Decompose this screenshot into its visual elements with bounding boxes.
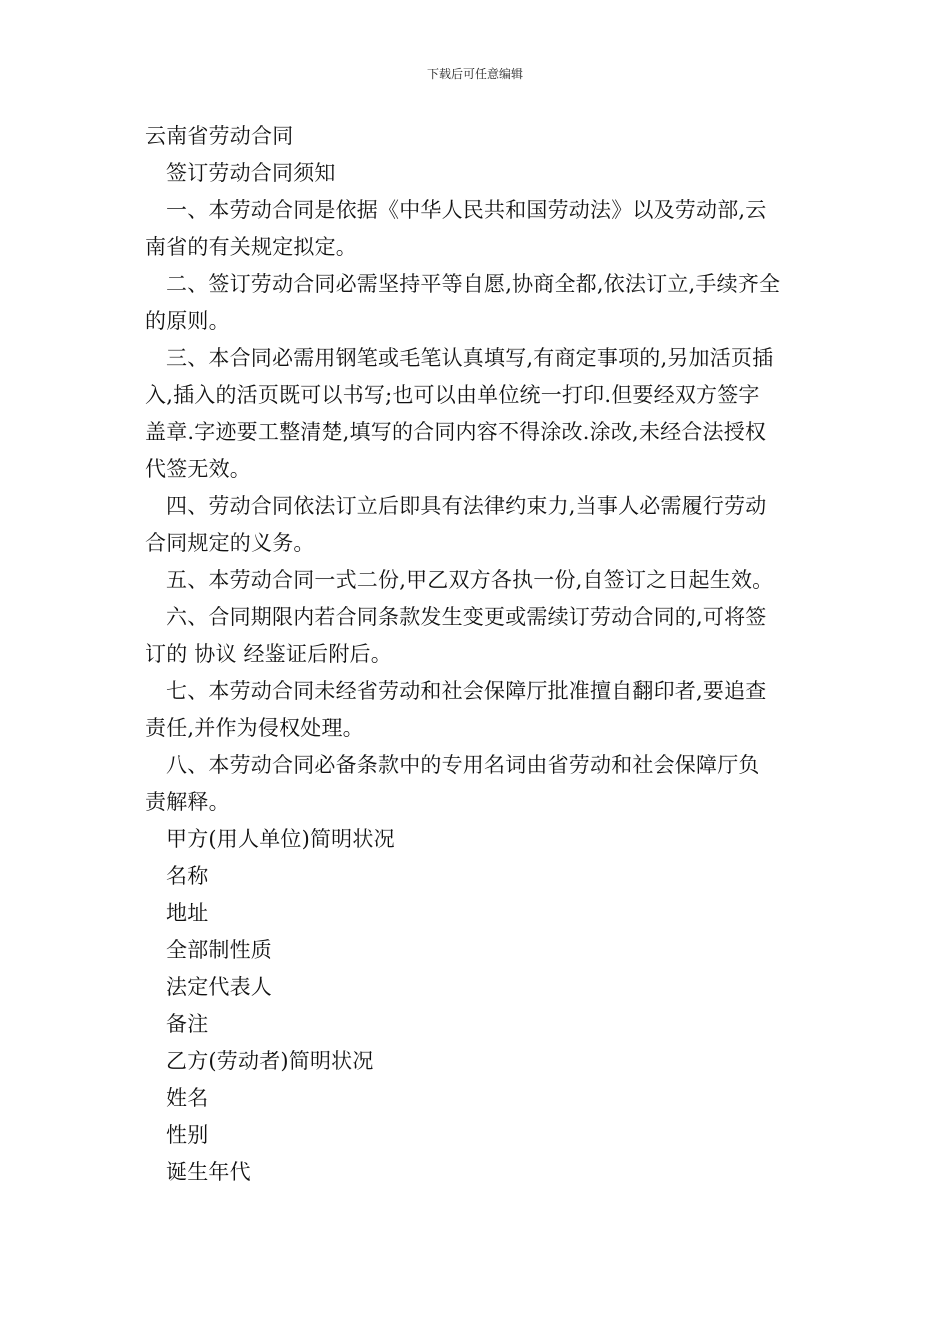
field-gender: 性别 — [166, 1123, 209, 1147]
clause-3-line-3: 盖章.字迹要工整清楚,填写的合同内容不得涂改.涂改,未经合法授权 — [145, 420, 767, 444]
clause-8-line-2: 责解释。 — [145, 790, 230, 814]
field-legal-rep: 法定代表人 — [166, 975, 272, 999]
clause-7-line-2: 责任,并作为侵权处理。 — [145, 716, 364, 740]
clause-5-line-1: 五、本劳动合同一式二份,甲乙双方各执一份,自签订之日起生效。 — [166, 568, 774, 592]
field-birth-date: 诞生年代 — [166, 1160, 251, 1184]
party-a-heading: 甲方(用人单位)简明状况 — [166, 827, 395, 851]
document-subtitle: 签订劳动合同须知 — [166, 161, 336, 185]
clause-6-line-1: 六、合同期限内若合同条款发生变更或需续订劳动合同的,可将签 — [166, 605, 767, 629]
field-address: 地址 — [166, 901, 209, 925]
document-title: 云南省劳动合同 — [145, 124, 294, 148]
field-name: 名称 — [166, 864, 209, 888]
clause-4-line-2: 合同规定的义务。 — [145, 531, 315, 555]
clause-4-line-1: 四、劳动合同依法订立后即具有法律约束力,当事人必需履行劳动 — [166, 494, 767, 518]
clause-7-line-1: 七、本劳动合同未经省劳动和社会保障厅批准擅自翻印者,要追查 — [166, 679, 767, 703]
field-remarks: 备注 — [166, 1012, 209, 1036]
field-worker-name: 姓名 — [166, 1086, 209, 1110]
clause-6-line-2: 订的 协议 经鉴证后附后。 — [145, 642, 392, 666]
page-header: 下载后可任意编辑 — [426, 67, 523, 81]
clause-8-line-1: 八、本劳动合同必备条款中的专用名词由省劳动和社会保障厅负 — [166, 753, 760, 777]
clause-2-line-1: 二、签订劳动合同必需坚持平等自愿,协商全都,依法订立,手续齐全 — [166, 272, 781, 296]
clause-1-line-2: 南省的有关规定拟定。 — [145, 235, 357, 259]
clause-3-line-4: 代签无效。 — [145, 457, 251, 481]
party-b-heading: 乙方(劳动者)简明状况 — [166, 1049, 374, 1073]
clause-2-line-2: 的原则。 — [145, 309, 230, 333]
clause-3-line-1: 三、本合同必需用钢笔或毛笔认真填写,有商定事项的,另加活页插 — [166, 346, 774, 370]
field-ownership: 全部制性质 — [166, 938, 272, 962]
clause-3-line-2: 入,插入的活页既可以书写;也可以由单位统一打印.但要经双方签字 — [145, 383, 760, 407]
clause-1-line-1: 一、本劳动合同是依据《中华人民共和国劳动法》以及劳动部,云 — [166, 198, 767, 222]
document-body — [145, 118, 810, 1191]
